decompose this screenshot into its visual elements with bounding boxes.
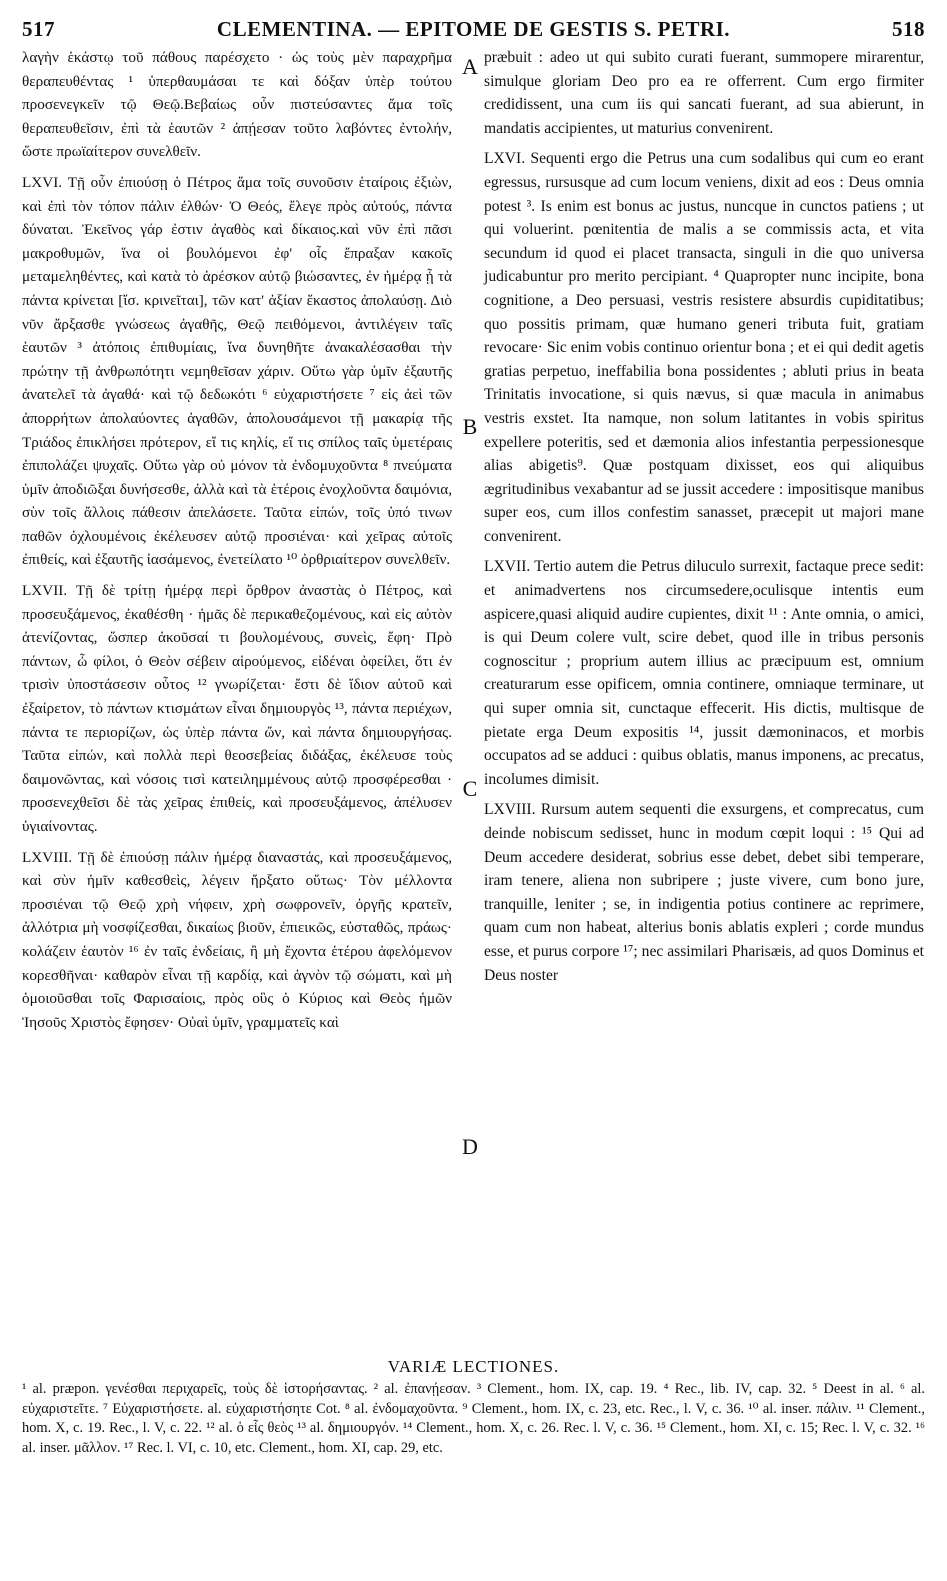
running-header xyxy=(22,14,925,44)
margin-letter-b: B xyxy=(462,414,478,439)
greek-section-lxvi: LXVI. Τῇ οὖν ἐπιούσῃ ὁ Πέτρος ἅμα τοῖς συνοῦσιν ἑταίροις ἐξιὼν, καὶ ἐπὶ τὸν τόπον πάλιν ἐλθών· Ὁ Θεός, ἔλεγε πρὸς αὐτούς, πάντα δύναται. Ἐκεῖνος γάρ ἐστιν ἀγαθὸς καὶ δίκαιος.καὶ νῦν ἐπὶ πᾶσι μακροθυμῶν, ἵνα οἱ βουλόμενοι ἐφ' οἷς ἔπραξαν κακοῖς μεταμεληθέντες, καὶ κατὰ τὸ ἀρέσκον αὐτῷ βιώσαντες, ἐν ἡμέρᾳ ᾗ τὰ πάντα κρίνεται [ἴσ. κρινεῖται], τῶν κατ' ἀξίαν ἕκαστος ἀπολαύσῃ. Διὸ νῦν ἄρξασθε γνώσεως ἀγαθῆς, Θεῷ πειθόμενοι, ἀντιλέγειν ταῖς ἑαυτῶν ³ ἀτόποις ἐπιθυμίαις, ἵνα δυνηθῆτε ἀνακαλέσασθαι τὴν πρώτην τῇ ἀνθρωπότητι νεμηθεῖσαν χάριν. Οὕτω γὰρ ὑμῖν ἐξαυτῆς ἀνατελεῖ τὰ ἀγαθά· καὶ τῷ δεδωκότι ⁶ εὐχαριστήσετε ⁷ εἰς ἀεὶ τῶν ἀπορρήτων ἀπολαύοντες ἀγαθῶν, ἀπολουσάμενοι τῇ μακαρίᾳ τῆς Τριάδος ἐπικλήσει πρότερον, εἴ τις κηλίς, εἴ τις σπίλος ταῖς ὑμετέραις ἐπιπολάζει ψυχαῖς. Οὕτω γὰρ οὐ μόνον τὰ ἐνδομυχοῦντα ⁸ πνεύματα ὑμῖν ἀποδιῶξαι δυνήσεσθε, ἀλλὰ καὶ τὰ ἑτέροις ἐνοχλοῦντα δαιμόνια, σὺν τοῖς ἄλλοις πάθεσιν ἀπελάσετε. Ταῦτα εἰπών, τοῖς ὑπό τινων παθῶν ὀχλουμένοις ἐκέλευσεν αὐτῷ προσιέναι· καὶ χεῖρας αὐτοῖς ἐπιθείς, καὶ ἐξαυτῆς ἰασάμενος, ἐνετείλατο ¹⁰ ὀρθριαίτερον συνελθεῖν. xyxy=(22,173,452,569)
margin-letter-c: C xyxy=(462,776,478,801)
greek-section-lxvii: LXVII. Τῇ δὲ τρίτῃ ἡμέρᾳ περὶ ὄρθρον ἀναστὰς ὁ Πέτρος, καὶ προσευξάμενος, ἐκαθέσθη · ἡμᾶς δὲ περικαθεζομένους, καὶ εἰς αὐτὸν ἀτενίζοντας, ὥσπερ ἀκοῦσαί τι βουλομένους, συνεὶς, ἔφη· Πρὸ πάντων, ὦ φίλοι, ὁ Θεὸν σέβειν αἱρούμενος, εἰδέναι ὀφείλει, ὅτι ἐν τρισὶν ὑποστάσεσιν οὗτος ¹² γνωρίζεται· ἔστι δὲ ἴδιον αὐτοῦ καὶ ἐξαίρετον, τὸ πάντων κτισμάτων εἶναι δημιουργὸς ¹³, πάντα περιέχων, πάντα τε περιορίζων, ὡς ὑπὲρ πάντα ὤν, καὶ πάντα δημιουργήσας. Ταῦτα εἰπών, καὶ πολλὰ περὶ θεοσεβείας διδάξας, ἐκέλευσε τοὺς δαιμονῶντας, καὶ νόσοις τισὶ κατειλημμένους αὐτῷ προσφέρεσθαι · προσενεχθεῖσι δὲ τὰς χεῖρας ἐπιθείς, καὶ προσευξάμενος, ἀπέλυσεν ὑγιαίνοντας. xyxy=(22,582,452,835)
variae-lectiones-title: VARIÆ LECTIONES. xyxy=(387,1357,560,1376)
latin-section-lxvii: LXVII. Tertio autem die Petrus diluculo surrexit, factaque prece sedit: et animadvertens nos circumsedere,oculisque intentis eum aspicere,quasi aliquid audire cupientes, dixit ¹¹ : Ante omnia, o amici, is qui Deum colere vult, scire debet, quod ille in tribus personis cognoscitur ; proprium autem illius ac præcipuum est, omnium creaturarum esse opificem, omnia continere, omniaque terminare, ut qui super omnia sit, cunctaque effecerit. His dictis, multisque de pietate erga Deum expositis ¹⁴, jussit dæmoninacos, et morbis occupatos ad se adduci : quibus oblatis, manus imponens, ac precatus, incolumes dimisit. xyxy=(484,558,924,788)
latin-section-lxvi: LXVI. Sequenti ergo die Petrus una cum sodalibus qui cum eo erant egressus, rursusque ad cum locum veniens, dixit ad eos : Deus omnia potest ³. Is enim est bonus ac justus, nuncque in cunctos patiens ; ut qui voluerint. pœnitentia de malis a se commissis acta, et vita secundum id quod ei placet transacta, singuli in die quo universa judicabuntur pro merito percipiant. ⁴ Quapropter nunc incipite, bona cognitione, a Deo persuasi, vestris resistere absurdis cupiditatibus; quo possitis primam, quæ humano generi tributa fuit, gratiam revocare· Sic enim vobis continuo orientur bona ; et ei qui dedit agetis gratias perpetuo, ineffabilia bona possidentes ; abluti prius in beata Trinitatis invocatione, si quis nævus, si quæ macula in animabus vestris exstet. Ita namque, non solum latitantes in vobis spiritus expellere poteritis, sed et dæmonia alios infestantia perpessionesque alias abigetis⁹. Quæ postquam dixisset, eos qui aliquibus ægritudinibus vexabantur ad se jussit accedere : impositisque manibus super eos, cum illos confestim sanasset, præcepit ut majori mane convenirent. xyxy=(484,150,924,545)
latin-column xyxy=(484,46,924,987)
left-page-number: 517 xyxy=(22,16,55,41)
running-title: CLEMENTINA. — EPITOME DE GESTIS S. PETRI. xyxy=(216,16,731,41)
right-page-number: 518 xyxy=(891,16,925,41)
latin-paragraph-continuation: præbuit : adeo ut qui subito curati fuerant, summopere mirarentur, simulque gloriam Deo pro ea re offerrent. Cum ergo firmiter credidissent, una cum iis qui sancati fuerant, ad sua abierunt, in mandatis accipientes, ut maturius convenirent. xyxy=(484,49,924,137)
greek-section-lxviii: LXVIII. Τῇ δὲ ἐπιούσῃ πάλιν ἡμέρᾳ διαναστάς, καὶ προσευξάμενος, καὶ σὺν ἡμῖν καθεσθεὶς, λέγειν ἤρξατο οὕτως· Τὸν μέλλοντα προσιέναι τῷ Θεῷ χρὴ νήφειν, χρὴ σωφρονεῖν, ὀργῆς κρατεῖν, ἀλλότρια μὴ νοσφίζεσθαι, δικαίως βιοῦν, ἐπιεικῶς, εὐσταθῶς, πράως· κολάζειν ἑαυτὸν ¹⁶ ἐν ταῖς ἐνδείαις, ἢ μὴ ἔχοντα ἑτέρου ἀφελόμενον κορεσθῆναι· καθαρὸν εἶναι τῇ καρδίᾳ, καὶ ἁγνὸν τῷ σώματι, καὶ μὴ ὁμοιοῦσθαι τοῖς Φαρισαίοις, πρὸς οὓς ὁ Κύριος καὶ Θεὸς ἡμῶν Ἰησοῦς Χριστὸς ἔφησεν· Οὐαὶ ὑμῖν, γραμματεῖς καὶ xyxy=(22,848,452,1031)
margin-letter-d: D xyxy=(462,1134,478,1159)
margin-letter-a: A xyxy=(462,54,478,79)
latin-section-lxviii: LXVIII. Rursum autem sequenti die exsurgens, et comprecatus, cum deinde nobiscum sedisset, hunc in modum cœpit loqui : ¹⁵ Qui ad Deum accedere desiderat, sobrius esse debet, debet sibi temperare, iram tenere, aliena non subripere ; juste vivere, cum bono jure, tranquille, leniter ; se, in indigentia potius continere ac reprimere, quam cum non habeat, alterius bonis ablatis expleri ; corde mundus esse, et purus corpore ¹⁷; nec assimilari Pharisæis, ad quos Dominus et Deus noster xyxy=(484,801,924,984)
greek-paragraph-continuation: λαγὴν ἑκάστῳ τοῦ πάθους παρέσχετο · ὡς τοὺς μὲν παραχρῆμα θεραπευθέντας ¹ ὑπερθαυμάσαι τε καὶ δόξαν ὑπὲρ τούτου προσενεγκεῖν τῷ Θεῷ.Βεβαίως οὖν πιστεύσαντες ἅμα τοῖς θεραπευθεῖσιν, ἐπὶ τὰ ἑαυτῶν ² ἀπῄεσαν τοῦτο λαβόντες ἐντολήν, ὥστε πρωϊαίτερον συνελθεῖν. xyxy=(22,49,452,161)
greek-column xyxy=(22,46,452,1034)
variae-lectiones-notes: ¹ al. præpon. γενέσθαι περιχαρεῖς, τοὺς δὲ ἱστορήσαντας. ² al. ἐπανῄεσαν. ³ Clement., hom. IX, cap. 19. ⁴ Rec., lib. IV, cap. 32. ⁵ Deest in al. ⁶ al. εὐχαριστεῖτε. ⁷ Εὐχαριστήσετε. al. εὐχαριστήσητε Cot. ⁸ al. ἐνδομαχοῦντα. ⁹ Clement., hom. IX, c. 23, etc. Rec., l. V, c. 36. ¹⁰ al. inser. πάλιν. ¹¹ Clement., hom. X, c. 19. Rec., l. V, c. 22. ¹² al. ὁ εἷς θεὸς ¹³ al. δημιουργόν. ¹⁴ Clement., hom. X, c. 26. Rec. l. V, c. 36. ¹⁵ Clement., hom. XI, c. 15; Rec. l. V, c. 32. ¹⁶ al. inser. μᾶλλον. ¹⁷ Rec. l. VI, c. 10, etc. Clement., hom. XI, cap. 29, etc. xyxy=(22,1381,925,1456)
